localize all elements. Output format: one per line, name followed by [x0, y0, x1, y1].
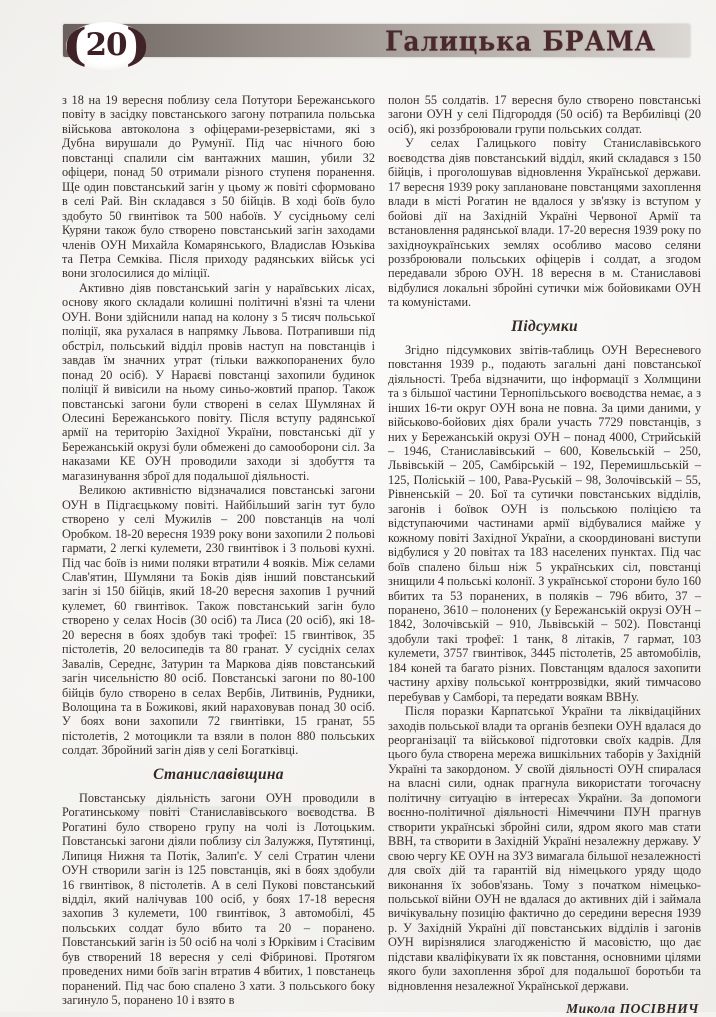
paragraph: Повстанську діяльність загони ОУН проводили в Рогатинському повіті Станиславівського воєводства. В Рогатині було створено групу на чолі із Лотоцьким. Повстанські загони діяли поблизу сіл Залужжя, Путятинці, Липиця Нижня та Потік, Залип'є. У селі Стратин члени ОУН створили загін із 125 повстанців, які в боях здобули 16 гвинтівок, 8 пістолетів. А в селі Пукові повстанський відділ, який налічував 100 осіб, у боях 17-18 вересня захопив 3 кулемети, 100 гвинтівок, 3 автомобілі, 45 польських солдат було вбито та 20 – поранено. Повстанський загін із 50 осіб на чолі з Юрківим і Стасівим був створений 18 вересня у селі Фібринові. Протягом проведених ними боїв загін втратив 4 вбитих, 1 повстанець поранений. Під час бою спалено 3 хати. З польського боку загинуло 5, поранено 10 і взято в	[62, 790, 375, 1008]
page-number-paren-right: )	[124, 20, 152, 71]
paragraph: Після поразки Карпатської України та ліквідаційних заходів польської влади та органів безпеки ОУН вдалася до реорганізації та військової підготовки своїх кадрів. Для цього була створена мережа вишкільних таборів у Західній Україні та закордоном. У своїй діяльності ОУН спиралася на власні сили, однак прагнула використати тогочасну політичну ситуацію в інтересах України. За допомоги воєнно-політичної діяльності Німеччини ПУН прагнув створити українські збройні сили, ядром якого мав стати ВВН, та створити в Західній Україні незалежну державу. У свою чергу КЕ ОУН на ЗУЗ вимагала більшої незалежності для своїх дій та гарантій від німецького уряду щодо виконання їх зобов'язань. Тому з початком німецько-польської війни ОУН не вдалася до активних дій і займала вичікувальну позицію фактично до середини вересня 1939 р. У Західній Україні дії повстанських відділів і загонів ОУН вирізнялися злагодженістю й масовістю, що дає підстави кваліфікувати їх як повстання, основними цілями якого були захоплення зброї для подальшої боротьби та відновлення незалежної Української держави.	[388, 704, 701, 993]
page-number: 20	[85, 26, 127, 63]
right-column	[388, 93, 701, 1017]
magazine-logo-word-1: Галицька	[385, 25, 533, 57]
left-column	[62, 93, 375, 1017]
article-body	[62, 93, 701, 1017]
paragraph: Активно діяв повстанський загін у нараївських лісах, основу якого складали колишні політичні в'язні та члени ОУН. Вони здійснили напад на колону з 5 тисяч польської поліції, яка рухалася в напрямку Львова. Потрапивши під обстріл, польський відділ провів наступ на повстанців і завдав їм значних утрат (тільки важкопоранених було понад 20 осіб). У Нараєві повстанці захопили будинок поліції й вивісили на ньому синьо-жовтий прапор. Також повстанські загони були створені в селах Шумлянах й Олесині Бережанського повіту. Після вступу радянської армії на територію Західної України, повстанські дії у Бережанській окрузі були обмежені до самооборони сіл. За наказами КЕ ОУН проводили заходи зі здобуття та магазинування зброї для подальшої діяльності.	[62, 280, 375, 483]
paragraph: Великою активністю відзначалися повстанські загони ОУН в Підгаєцькому повіті. Найбільший загін тут було створено у селі Мужилів – 200 повстанців на чолі Оробком. 18-20 вересня 1939 року вони захопили 2 польові гармати, 2 легкі кулемети, 230 гвинтівок і 3 польові кухні. Під час боїв із ними поляки втратили 4 вояків. Між селами Слав'ятин, Шумляни та Боків діяв інший повстанський загін зі 150 бійців, який 18-20 вересня захопив 1 ручний кулемет, 60 гвинтівок. Також повстанський загін було створено у селах Носів (30 осіб) та Лиса (20 осіб), які 18-20 вересня в боях здобув такі трофеї: 15 гвинтівок, 35 пістолетів, 20 велосипедів та 80 гранат. У сусідніх селах Завалів, Середнє, Затурин та Маркова діяв повстанський загін чисельністю 80 осіб. Повстанські загони по 80-100 бійців було створено в селах Вербів, Литвинів, Рудники, Волощина та в Божикові, який нараховував понад 30 осіб. У боях вони захопили 72 гвинтівки, 15 гранат, 55 пістолетів, 2 мотоцикли та взяли в полон 880 польських солдат. Збройний загін діяв у селі Богатківці.	[62, 483, 375, 758]
magazine-logo-word-2: БРАМА	[542, 25, 656, 57]
paragraph: полон 55 солдатів. 17 вересня було створено повстанські загони ОУН у селі Підгороддя (50 осіб) та Вербилівці (20 осіб), які роззброювали групи польських солдат.	[388, 93, 701, 136]
paragraph: У селах Галицького повіту Станиславівського воєводства діяв повстанський відділ, який складався з 150 бійців, і проголошував відновлення Української держави. 17 вересня 1939 року заплановане повстанцями захоплення влади в місті Рогатин не вдалося у зв'язку із вступом у бойові дії на Західній Україні Червоної Армії та встановлення радянської влади. 17-20 вересня 1939 року по західноукраїнських землях особливо масово селяни роззброювали польських офіцерів і солдат, а згодом передавали зброю ОУН. 18 вересня в м. Станиславові відбулися локальні збройні сутички між бойовиками ОУН та комуністами.	[388, 136, 701, 310]
paragraph: Згідно підсумкових звітів-таблиць ОУН Вересневого повстання 1939 р., подають загальні дані повстанської діяльності. Треба відзначити, що інформації з Холмщини та з більшої частини Тернопільського воєводства немає, а з інших 16-ти округ ОУН вона не повна. За цими даними, у військово-бойових діях брали участь 7729 повстанців, з них у Бережанській окрузі ОУН – понад 4000, Стрийській – 1946, Станиславівський – 600, Ковельській – 250, Львівській – 205, Самбірській – 192, Перемишльській – 125, Поліській – 100, Рава-Руській – 98, Золочівській – 55, Рівненській – 20. Бої та сутички повстанських відділів, загонів і боївок ОУН із польською поліцією та відступаючими частинами армії відбувалися майже у кожному повіті Західної України, а скоординовані виступи відбулися у 20 повітах та 183 населених пунктах. Під час боїв спалено більш ніж 5 українських сіл, повстанці знищили 4 польські колонії. З української сторони було 160 вбитих та 53 поранених, в поляків – 796 вбито, 37 – поранено, 3610 – полонених (у Бережанській окрузі ОУН – 1842, Золочівській – 910, Львівській – 502). Повстанці здобули такі трофеї: 1 танк, 8 літаків, 7 гармат, 103 кулемети, 3757 гвинтівок, 3445 пістолетів, 25 автомобілів, 184 коней та багато різних. Повстанцям вдалося захопити частину архіву польської контррозвідки, який тимчасово перебував у Самборі, та передати воякам ВВНу.	[388, 342, 701, 704]
page-number-badge	[61, 20, 152, 71]
section-heading-stanyslavivshchyna: Станиславівщина	[153, 765, 284, 783]
section-heading-pidsumky: Підсумки	[511, 317, 578, 335]
page-number-paren-left: (	[61, 20, 88, 71]
author-byline: Микола ПОСІВНИЧ	[566, 1001, 699, 1017]
magazine-logo	[385, 25, 656, 57]
paragraph: з 18 на 19 вересня поблизу села Потутори Бережанського повіту в засідку повстанського загону потрапила польська військова автоколона з офіцерами-резервістами, які з Дубна вирушали до Румунії. Під час нічного бою повстанці спалили сім вантажних машин, убили 32 офіцери, понад 50 отримали різного ступеня поранення. Ще один повстанський загін у цьому ж повіті сформовано в селі Рай. Він складався з 50 бійців. В ході боїв було здобуто 50 гвинтівок та 500 набоїв. У сусідньому селі Куряни також було створено повстанський загін заходами членів ОУН Михайла Комарянського, Владислав Юзьківа та Петра Семківа. Після приходу радянських військ усі вони зголосилися до міліції.	[62, 93, 375, 281]
